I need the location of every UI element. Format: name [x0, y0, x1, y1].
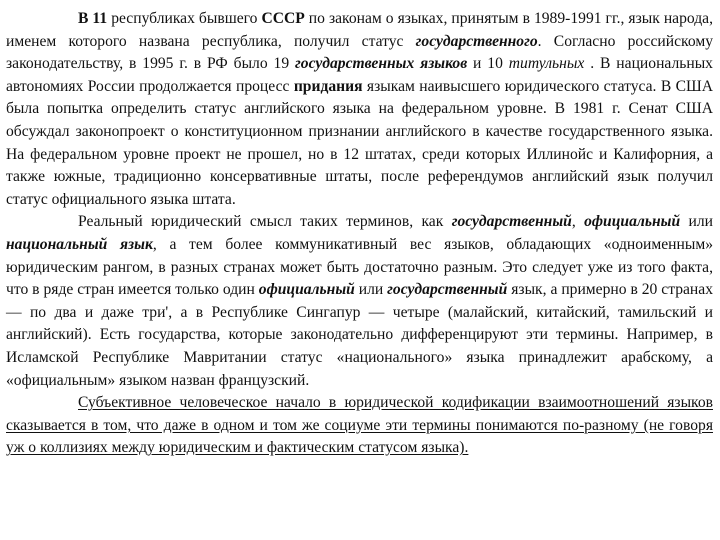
text-run: государственных языков [295, 55, 468, 73]
text-run: и 10 [467, 55, 509, 73]
text-run: национальный язык [6, 235, 153, 253]
text-run: СССР [261, 10, 305, 27]
text-run: . Согласно российскому законодательству, в 1995 г. в РФ было 19 [6, 32, 713, 73]
text-run: языкам наивысшего юридического статуса. В США была попытка определить статус английского языка на федеральном уровне. В 1981 г. Сенат США обсуждал законопроект о конституционном признании английского в качестве государственного языка. На федеральном уровне проект не прошел, но в 12 штатах, среди которых Иллинойс и Калифорния, а также южные, традиционно консервативные штаты, после референдумов английский язык получил статус официального языка штата. [6, 77, 713, 208]
paragraph-1 [6, 8, 713, 211]
text-run: государственный [451, 213, 572, 231]
text-run: по законам о языках, принятым в 1989-1991 гг., язык народа, именем которого названа республика, получил статус [6, 10, 713, 50]
text-run: , [571, 213, 585, 231]
text-run: Субъективное человеческое начало в юридической кодификации взаимоотношений языков сказывается в том, что даже в одном и том же социуме эти термины понимаются по-разному (не говоря уж о коллизиях между юридическим и фактическим статусом языка). [6, 394, 713, 457]
text-run: титульных [508, 55, 585, 73]
document-page [6, 8, 713, 460]
paragraph-2 [6, 211, 713, 392]
text-run: государственного [415, 32, 538, 50]
text-run: В 11 [78, 10, 108, 27]
text-run: официальный [258, 281, 355, 299]
text-run: придания [293, 77, 363, 95]
text-run: , а тем более коммуникативный вес языков, обладающих «одноименным» юридическим рангом, в разных странах может быть достаточно разным. Это следует уже из того факта, что в ряде стран имеется только один [6, 235, 713, 299]
paragraph-3 [6, 392, 713, 460]
text-run: язык, а примерно в 20 странах — по два и даже три', а в Республике Сингапур — четыре (малайский, китайский, тамильский и английский). Есть государства, которые законодательно дифференцируют эти термины. Например, в Исламской Республике Мавритании статус «национального» языка принадлежит арабскому, а «официальным» языком назван французский. [6, 281, 713, 389]
text-run: государственный [387, 281, 508, 299]
text-run: Реальный юридический смысл таких терминов, как [78, 213, 452, 231]
text-run: или [354, 281, 388, 299]
text-run: или [680, 213, 713, 231]
text-run: официальный [584, 213, 681, 231]
text-run: . В национальных автономиях России продолжается процесс [6, 55, 713, 95]
text-run: республиках бывшего [107, 10, 262, 27]
